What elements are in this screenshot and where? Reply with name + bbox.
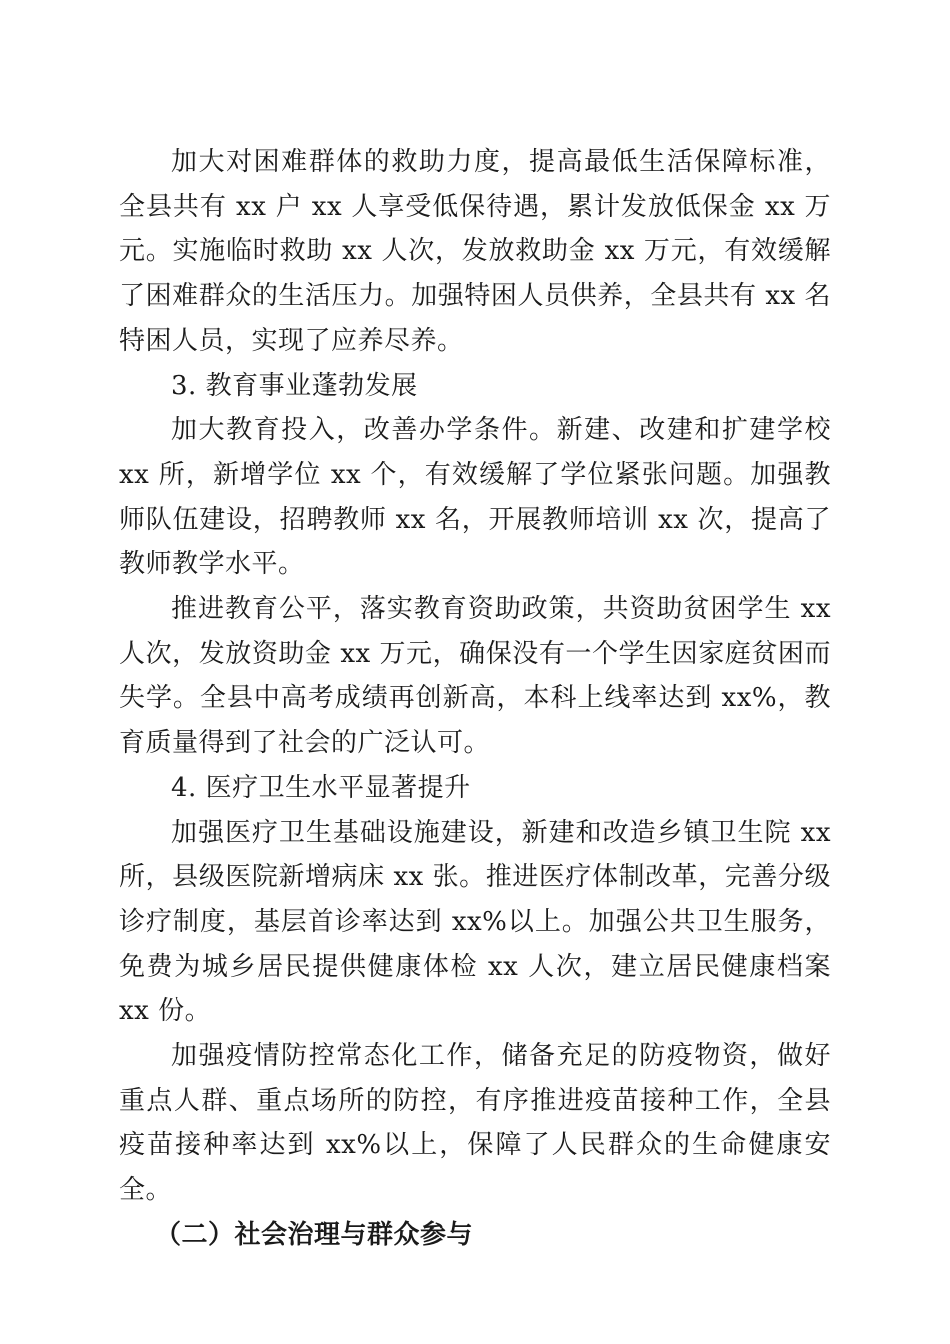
document-body [119, 140, 831, 1258]
paragraph-healthcare-infrastructure: 加强医疗卫生基础设施建设，新建和改造乡镇卫生院 xx 所，县级医院新增病床 xx 张。推进医疗体制改革，完善分级诊疗制度，基层首诊率达到 xx%以上。加强公共卫生服务，免费为城乡居民提供健康体检 xx 人次，建立居民健康档案 xx 份。 [119, 817, 831, 1027]
heading-healthcare: 4. 医疗卫生水平显著提升 [171, 772, 471, 803]
heading-education: 3. 教育事业蓬勃发展 [171, 370, 418, 401]
paragraph-education-equity: 推进教育公平，落实教育资助政策，共资助贫困学生 xx 人次，发放资助金 xx 万元，确保没有一个学生因家庭贫困而失学。全县中高考成绩再创新高，本科上线率达到 xx%，教育质量得到了社会的广泛认可。 [119, 594, 831, 759]
section-heading-social-governance: （二）社会治理与群众参与 [155, 1219, 474, 1250]
paragraph-education-investment: 加大教育投入，改善办学条件。新建、改建和扩建学校 xx 所，新增学位 xx 个，有效缓解了学位紧张问题。加强教师队伍建设，招聘教师 xx 名，开展教师培训 xx 次，提高了教师教学水平。 [119, 415, 831, 580]
paragraph-relief-assistance: 加大对困难群体的救助力度，提高最低生活保障标准，全县共有 xx 户 xx 人享受低保待遇，累计发放低保金 xx 万元。实施临时救助 xx 人次，发放救助金 xx 万元，有效缓解了困难群众的生活压力。加强特困人员供养，全县共有 xx 名特困人员，实现了应养尽养。 [119, 147, 831, 356]
paragraph-epidemic-control: 加强疫情防控常态化工作，储备充足的防疫物资，做好重点人群、重点场所的防控，有序推进疫苗接种工作，全县疫苗接种率达到 xx%以上，保障了人民群众的生命健康安全。 [119, 1041, 831, 1206]
